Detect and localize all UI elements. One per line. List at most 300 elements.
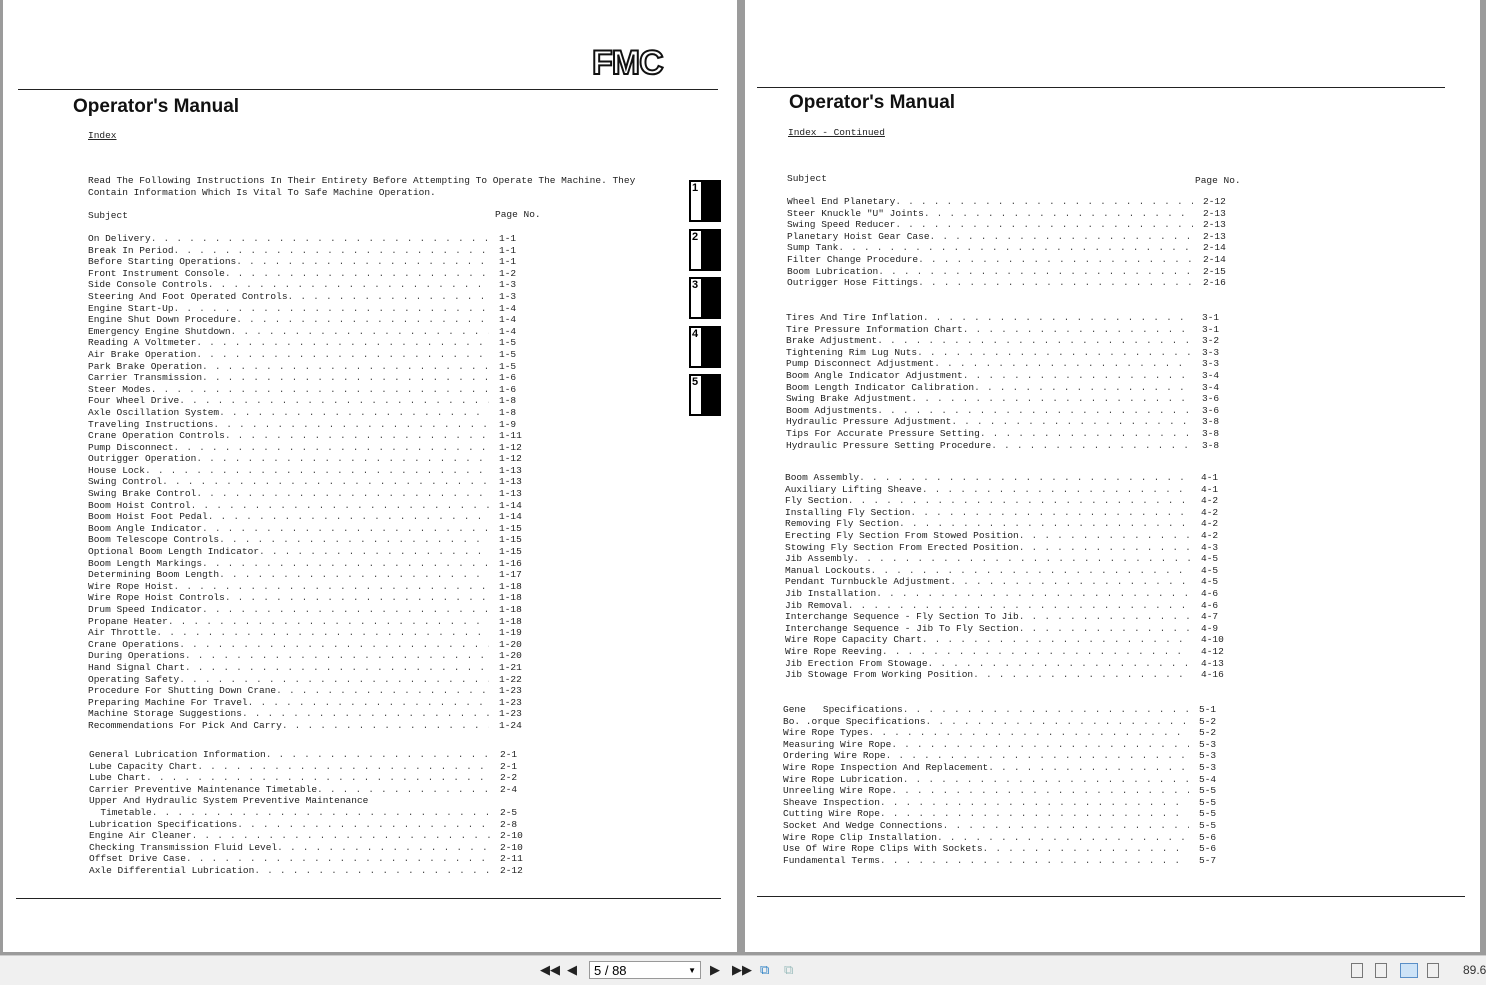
- page-no-header: Page No.: [495, 209, 541, 220]
- index-entry[interactable]: [785, 553, 1235, 565]
- leader-dots: [179, 639, 489, 651]
- index-entry[interactable]: [88, 268, 533, 280]
- leader-dots: [910, 507, 1191, 519]
- entry-page-number: 1-17: [499, 569, 522, 581]
- entry-page-number: 1-13: [499, 476, 522, 488]
- entry-subject: Sheave Inspection: [783, 796, 880, 808]
- entry-subject: Engine Start-Up: [88, 302, 174, 314]
- leader-dots: [880, 808, 1189, 820]
- leader-dots: [276, 685, 489, 697]
- chevron-down-icon[interactable]: ▼: [688, 966, 696, 975]
- index-entry[interactable]: [88, 291, 533, 303]
- index-entry[interactable]: [783, 808, 1233, 820]
- leader-dots: [248, 697, 489, 709]
- entry-page-number: 2-4: [500, 783, 518, 795]
- entry-subject: Jib Removal: [785, 599, 848, 611]
- index-entry[interactable]: [787, 254, 1237, 266]
- leader-dots: [1019, 623, 1191, 635]
- single-page-view-icon[interactable]: [1351, 963, 1363, 978]
- entry-subject: Swing Speed Reducer: [787, 219, 896, 231]
- entry-page-number: 2-2: [500, 772, 518, 784]
- index-entry[interactable]: [88, 372, 533, 384]
- index-entry[interactable]: [786, 428, 1236, 440]
- entry-subject: Emergency Engine Shutdown: [88, 325, 231, 337]
- entry-page-number: 2-8: [500, 818, 518, 830]
- entry-subject: Jib Installation: [785, 587, 877, 599]
- entry-page-number: 2-15: [1203, 265, 1226, 277]
- leader-dots: [934, 358, 1192, 370]
- entry-subject: Recommendations For Pick And Carry: [88, 719, 282, 731]
- entry-page-number: 4-1: [1201, 483, 1219, 495]
- entry-subject: Axle Oscillation System: [88, 406, 220, 418]
- section-label: Index: [88, 130, 117, 141]
- entry-subject: Steering And Foot Operated Controls: [88, 290, 288, 302]
- entry-page-number: 4-10: [1201, 634, 1224, 646]
- entry-subject: Break In Period: [88, 244, 174, 256]
- index-entry[interactable]: [785, 507, 1235, 519]
- index-entry[interactable]: [787, 219, 1237, 231]
- entry-page-number: 5-2: [1199, 715, 1217, 727]
- index-entry[interactable]: [783, 785, 1233, 797]
- section-tab-4[interactable]: [689, 326, 721, 368]
- entry-subject: Boom Angle Indicator Adjustment: [786, 369, 963, 381]
- entry-subject: Boom Hoist Control: [88, 499, 191, 511]
- index-entry[interactable]: [786, 324, 1236, 336]
- index-entry[interactable]: [786, 358, 1236, 370]
- index-entry[interactable]: [783, 855, 1233, 867]
- entry-subject: Stowing Fly Section From Erected Position: [785, 541, 1019, 553]
- entry-page-number: 2-14: [1203, 242, 1226, 254]
- index-entry[interactable]: [785, 669, 1235, 681]
- entry-subject: Boom Telescope Controls: [88, 534, 220, 546]
- entry-subject: Brake Adjustment: [786, 335, 878, 347]
- entry-page-number: 5-3: [1199, 750, 1217, 762]
- entry-subject: Sump Tank: [787, 242, 839, 254]
- index-entry[interactable]: [787, 242, 1237, 254]
- entry-page-number: 1-14: [499, 511, 522, 523]
- entry-subject: Lube Capacity Chart: [89, 760, 198, 772]
- pdf-page-right: [745, 0, 1480, 952]
- index-entry[interactable]: [88, 604, 533, 616]
- index-entry[interactable]: [89, 842, 534, 854]
- index-entry[interactable]: [786, 393, 1236, 405]
- entry-subject: Drum Speed Indicator: [88, 604, 203, 615]
- leader-dots: [930, 231, 1193, 243]
- entry-page-number: 1-24: [499, 719, 522, 731]
- index-entry[interactable]: [88, 674, 533, 686]
- entry-subject: Crane Operation Controls: [88, 430, 225, 442]
- entry-subject: Erecting Fly Section From Stowed Position: [785, 529, 1019, 541]
- index-entry[interactable]: [783, 716, 1233, 728]
- entry-subject: Boom Lubrication: [787, 265, 879, 277]
- index-entry[interactable]: [88, 407, 533, 419]
- entry-page-number: 1-16: [499, 557, 522, 569]
- index-entry[interactable]: [783, 750, 1233, 762]
- leader-dots: [179, 395, 489, 407]
- entry-subject: Hand Signal Chart: [88, 661, 185, 673]
- index-entry[interactable]: [786, 312, 1236, 324]
- index-entry[interactable]: [783, 774, 1233, 786]
- entry-subject: Wire Rope Lubrication: [783, 773, 903, 785]
- last-page-button[interactable]: ▶▶: [732, 962, 752, 977]
- page-number-value: 5 / 88: [594, 963, 627, 978]
- index-entry[interactable]: [88, 720, 533, 732]
- copy-page-icon[interactable]: ⧉: [760, 962, 770, 977]
- entry-page-number: 2-10: [500, 830, 523, 842]
- index-entry[interactable]: [88, 558, 533, 570]
- leader-dots: [179, 674, 489, 686]
- index-entry[interactable]: [786, 440, 1236, 452]
- index-entry[interactable]: [88, 361, 533, 373]
- index-entry[interactable]: [783, 762, 1233, 774]
- entry-page-number: 1-14: [499, 499, 522, 511]
- entry-subject: Use Of Wire Rope Clips With Sockets: [783, 843, 983, 855]
- leader-dots: [266, 749, 490, 761]
- index-entry[interactable]: [88, 384, 533, 396]
- index-entry[interactable]: [88, 349, 533, 361]
- entry-page-number: 4-5: [1201, 564, 1219, 576]
- index-entry[interactable]: [787, 196, 1237, 208]
- leader-dots: [288, 291, 489, 303]
- entry-subject: Planetary Hoist Gear Case: [787, 230, 930, 242]
- paste-page-icon[interactable]: ⧉: [784, 962, 794, 977]
- index-entry[interactable]: [785, 472, 1235, 484]
- index-entry[interactable]: [88, 569, 533, 581]
- tab-label: 5: [692, 376, 699, 388]
- index-entry[interactable]: [88, 662, 533, 674]
- index-entry[interactable]: [89, 807, 534, 819]
- leader-dots: [202, 523, 489, 535]
- leader-dots: [877, 335, 1192, 347]
- index-entry[interactable]: [88, 395, 533, 407]
- entry-subject: Procedure For Shutting Down Crane: [88, 685, 277, 697]
- leader-dots: [848, 495, 1191, 507]
- previous-page-button[interactable]: ◀: [567, 962, 577, 977]
- section-tab-1[interactable]: [689, 180, 721, 222]
- index-entry[interactable]: [88, 256, 533, 268]
- leader-dots: [225, 592, 489, 604]
- index-entry[interactable]: [787, 208, 1237, 220]
- index-entry[interactable]: [787, 266, 1237, 278]
- entry-page-number: 1-3: [499, 279, 517, 291]
- leader-dots: [903, 704, 1189, 716]
- zoom-level[interactable]: 89.6: [1463, 963, 1486, 977]
- index-group-2-cont: [787, 196, 1237, 289]
- entry-subject: Swing Brake Adjustment: [786, 393, 912, 405]
- entry-subject: On Delivery: [88, 233, 151, 244]
- index-entry[interactable]: [783, 727, 1233, 739]
- index-entry[interactable]: [787, 277, 1237, 289]
- index-entry[interactable]: [785, 530, 1235, 542]
- leader-dots: [991, 440, 1192, 452]
- index-entry[interactable]: [88, 314, 533, 326]
- entry-page-number: 2-1: [500, 749, 518, 760]
- index-entry[interactable]: [88, 500, 533, 512]
- entry-subject: Lubrication Specifications: [89, 818, 238, 830]
- next-page-button[interactable]: ▶: [710, 962, 720, 977]
- leader-dots: [918, 254, 1193, 266]
- index-entry[interactable]: [88, 627, 533, 639]
- entry-page-number: 1-8: [499, 395, 517, 407]
- index-entry[interactable]: [785, 634, 1235, 646]
- entry-page-number: 4-9: [1201, 622, 1219, 634]
- entry-page-number: 4-13: [1201, 657, 1224, 669]
- entry-page-number: 4-2: [1201, 506, 1219, 518]
- index-entry[interactable]: [785, 518, 1235, 530]
- index-entry[interactable]: [88, 534, 533, 546]
- leader-dots: [895, 196, 1193, 208]
- index-entry[interactable]: [88, 245, 533, 257]
- entry-page-number: 4-2: [1201, 529, 1219, 541]
- entry-subject: Boom Angle Indicator: [88, 522, 203, 534]
- entry-subject: Engine Shut Down Procedure: [88, 314, 237, 326]
- leader-dots: [145, 465, 489, 477]
- index-entry[interactable]: [785, 495, 1235, 507]
- tab-label: 3: [692, 279, 699, 291]
- entry-page-number: 5-4: [1199, 773, 1217, 785]
- entry-page-number: 1-18: [499, 580, 522, 592]
- index-entry[interactable]: [88, 476, 533, 488]
- entry-page-number: 1-13: [499, 488, 522, 500]
- index-entry[interactable]: [785, 658, 1235, 670]
- index-entry[interactable]: [785, 565, 1235, 577]
- index-entry[interactable]: [785, 576, 1235, 588]
- entry-page-number: 2-13: [1203, 219, 1226, 231]
- section-tab-2[interactable]: [689, 229, 721, 271]
- index-entry[interactable]: [785, 542, 1235, 554]
- section-tab-5[interactable]: [689, 374, 721, 416]
- leader-dots: [151, 233, 489, 245]
- leader-dots: [983, 843, 1189, 855]
- entry-subject: Ordering Wire Rope: [783, 750, 886, 762]
- entry-page-number: 1-21: [499, 661, 522, 673]
- index-entry[interactable]: [786, 405, 1236, 417]
- leader-dots: [903, 774, 1189, 786]
- tab-label: 2: [692, 231, 699, 243]
- subject-header: Subject: [88, 210, 128, 221]
- entry-subject: Machine Storage Suggestions: [88, 708, 242, 720]
- entry-subject: Wire Rope Reeving: [785, 645, 882, 657]
- index-entry[interactable]: [88, 708, 533, 720]
- leader-dots: [225, 268, 489, 280]
- entry-subject: Jib Erection From Stowage: [785, 657, 928, 669]
- index-entry[interactable]: [89, 865, 534, 877]
- intro-line-2: Contain Information Which Is Vital To Safe Machine Operation.: [88, 187, 436, 198]
- entry-subject: Gene Specifications: [783, 704, 903, 715]
- index-entry[interactable]: [783, 739, 1233, 751]
- entry-subject: Traveling Instructions: [88, 418, 214, 430]
- leader-dots: [174, 245, 489, 257]
- index-entry[interactable]: [88, 303, 533, 315]
- section-tab-3[interactable]: [689, 277, 721, 319]
- index-entry[interactable]: [88, 465, 533, 477]
- entry-page-number: 4-5: [1201, 553, 1219, 565]
- entry-subject: Reading A Voltmeter: [88, 337, 197, 349]
- index-entry[interactable]: [88, 511, 533, 523]
- entry-page-number: 3-3: [1202, 346, 1220, 358]
- index-entry[interactable]: [88, 639, 533, 651]
- entry-subject: Wire Rope Capacity Chart: [785, 634, 922, 646]
- index-group-4: [785, 472, 1235, 681]
- entry-subject: Wire Rope Types: [783, 727, 869, 739]
- leader-dots: [192, 830, 490, 842]
- index-entry[interactable]: [783, 832, 1233, 844]
- entry-page-number: 2-12: [1203, 196, 1226, 207]
- index-entry[interactable]: [783, 704, 1233, 716]
- entry-page-number: 1-20: [499, 638, 522, 650]
- entry-page-number: 3-4: [1202, 381, 1220, 393]
- leader-dots: [174, 442, 489, 454]
- leader-dots: [891, 739, 1189, 751]
- entry-page-number: 4-2: [1201, 495, 1219, 507]
- index-entry[interactable]: [89, 830, 534, 842]
- entry-subject: Boom Hoist Foot Pedal: [88, 511, 208, 523]
- entry-page-number: 5-3: [1199, 738, 1217, 750]
- header-rule: [757, 87, 1445, 88]
- leader-dots: [168, 616, 489, 628]
- index-group-5: [783, 704, 1233, 866]
- index-entry[interactable]: [785, 623, 1235, 635]
- leader-dots: [880, 855, 1189, 867]
- entry-page-number: 1-5: [499, 337, 517, 349]
- entry-page-number: 1-23: [499, 685, 522, 697]
- index-entry[interactable]: [88, 592, 533, 604]
- leader-dots: [911, 393, 1192, 405]
- entry-page-number: 5-5: [1199, 796, 1217, 808]
- index-entry[interactable]: [88, 442, 533, 454]
- index-entry[interactable]: [89, 819, 534, 831]
- index-entry[interactable]: [88, 279, 533, 291]
- index-entry[interactable]: [786, 382, 1236, 394]
- index-entry[interactable]: [88, 697, 533, 709]
- leader-dots: [922, 634, 1191, 646]
- entry-page-number: 1-1: [499, 244, 517, 256]
- leader-dots: [980, 428, 1192, 440]
- index-entry[interactable]: [88, 453, 533, 465]
- index-entry[interactable]: [88, 430, 533, 442]
- index-entry[interactable]: [89, 784, 534, 796]
- entry-subject: Carrier Preventive Maintenance Timetable: [89, 783, 318, 795]
- entry-subject: Before Starting Operations: [88, 256, 237, 268]
- leader-dots: [859, 472, 1191, 484]
- index-entry[interactable]: [783, 843, 1233, 855]
- leader-dots: [1019, 530, 1191, 542]
- index-entry[interactable]: [786, 370, 1236, 382]
- entry-page-number: 1-23: [499, 696, 522, 708]
- entry-page-number: 2-14: [1203, 253, 1226, 265]
- first-page-button[interactable]: ◀◀: [540, 962, 560, 977]
- entry-subject: Air Brake Operation: [88, 348, 197, 360]
- two-page-continuous-view-icon[interactable]: [1427, 963, 1439, 978]
- fmc-logo: FMC: [592, 44, 663, 82]
- index-entry[interactable]: [88, 650, 533, 662]
- header-rule: [18, 89, 718, 90]
- index-entry[interactable]: [88, 326, 533, 338]
- index-entry[interactable]: [785, 588, 1235, 600]
- index-entry[interactable]: [88, 685, 533, 697]
- leader-dots: [282, 720, 489, 732]
- index-entry[interactable]: [785, 484, 1235, 496]
- entry-page-number: 3-2: [1202, 335, 1220, 347]
- entry-subject: Jib Assembly: [785, 553, 854, 565]
- index-entry[interactable]: [786, 335, 1236, 347]
- leader-dots: [924, 208, 1193, 220]
- index-entry[interactable]: [88, 488, 533, 500]
- leader-dots: [191, 500, 489, 512]
- entry-page-number: 4-7: [1201, 611, 1219, 623]
- entry-page-number: 1-18: [499, 592, 522, 604]
- index-entry[interactable]: [89, 761, 534, 773]
- entry-page-number: 1-2: [499, 267, 517, 279]
- index-entry[interactable]: [785, 611, 1235, 623]
- index-entry[interactable]: [89, 749, 534, 761]
- index-entry[interactable]: [89, 795, 534, 807]
- entry-page-number: 5-5: [1199, 785, 1217, 797]
- index-entry[interactable]: [89, 772, 534, 784]
- leader-dots: [254, 865, 490, 877]
- index-entry[interactable]: [88, 581, 533, 593]
- entry-page-number: 3-1: [1202, 323, 1220, 335]
- entry-subject: Lube Chart: [89, 772, 147, 784]
- index-entry[interactable]: [88, 419, 533, 431]
- entry-page-number: 5-5: [1199, 819, 1217, 831]
- section-label: Index - Continued: [788, 127, 885, 138]
- leader-dots: [943, 820, 1189, 832]
- index-entry[interactable]: [88, 337, 533, 349]
- entry-subject: Interchange Sequence - Jib To Fly Section: [785, 622, 1019, 634]
- index-entry[interactable]: [787, 231, 1237, 243]
- index-entry[interactable]: [88, 233, 533, 245]
- entry-subject: Outrigger Operation: [88, 453, 197, 465]
- index-entry[interactable]: [88, 616, 533, 628]
- index-entry[interactable]: [783, 820, 1233, 832]
- entry-subject: Tire Pressure Information Chart: [786, 323, 963, 335]
- leader-dots: [196, 488, 489, 500]
- entry-page-number: 2-12: [500, 864, 523, 876]
- entry-subject: Pump Disconnect: [88, 441, 174, 453]
- entry-subject: Wire Rope Inspection And Replacement: [783, 761, 989, 773]
- entry-subject: Air Throttle: [88, 627, 157, 639]
- continuous-view-icon[interactable]: [1375, 963, 1387, 978]
- index-entry[interactable]: [786, 347, 1236, 359]
- entry-subject: Hydraulic Pressure Setting Procedure: [786, 439, 992, 451]
- leader-dots: [974, 382, 1192, 394]
- entry-page-number: 3-6: [1202, 393, 1220, 405]
- leader-dots: [963, 324, 1192, 336]
- index-entry[interactable]: [783, 797, 1233, 809]
- index-entry[interactable]: [89, 853, 534, 865]
- index-entry[interactable]: [88, 523, 533, 535]
- leader-dots: [237, 819, 490, 831]
- index-entry[interactable]: [88, 546, 533, 558]
- entry-subject: Manual Lockouts: [785, 564, 871, 576]
- leader-dots: [208, 511, 489, 523]
- entry-subject: Engine Air Cleaner: [89, 830, 192, 842]
- two-page-view-icon[interactable]: [1400, 963, 1418, 978]
- index-group-1: [88, 233, 533, 732]
- entry-page-number: 4-2: [1201, 518, 1219, 530]
- index-entry[interactable]: [785, 600, 1235, 612]
- entry-subject: Boom Adjustments: [786, 404, 878, 416]
- index-entry[interactable]: [786, 416, 1236, 428]
- page-number-input[interactable]: [589, 961, 701, 979]
- entry-page-number: 1-1: [499, 256, 517, 268]
- leader-dots: [923, 312, 1192, 324]
- entry-subject: Boom Length Markings: [88, 557, 203, 569]
- index-entry[interactable]: [785, 646, 1235, 658]
- leader-dots: [869, 727, 1189, 739]
- entry-subject: Auxiliary Lifting Sheave: [785, 483, 922, 495]
